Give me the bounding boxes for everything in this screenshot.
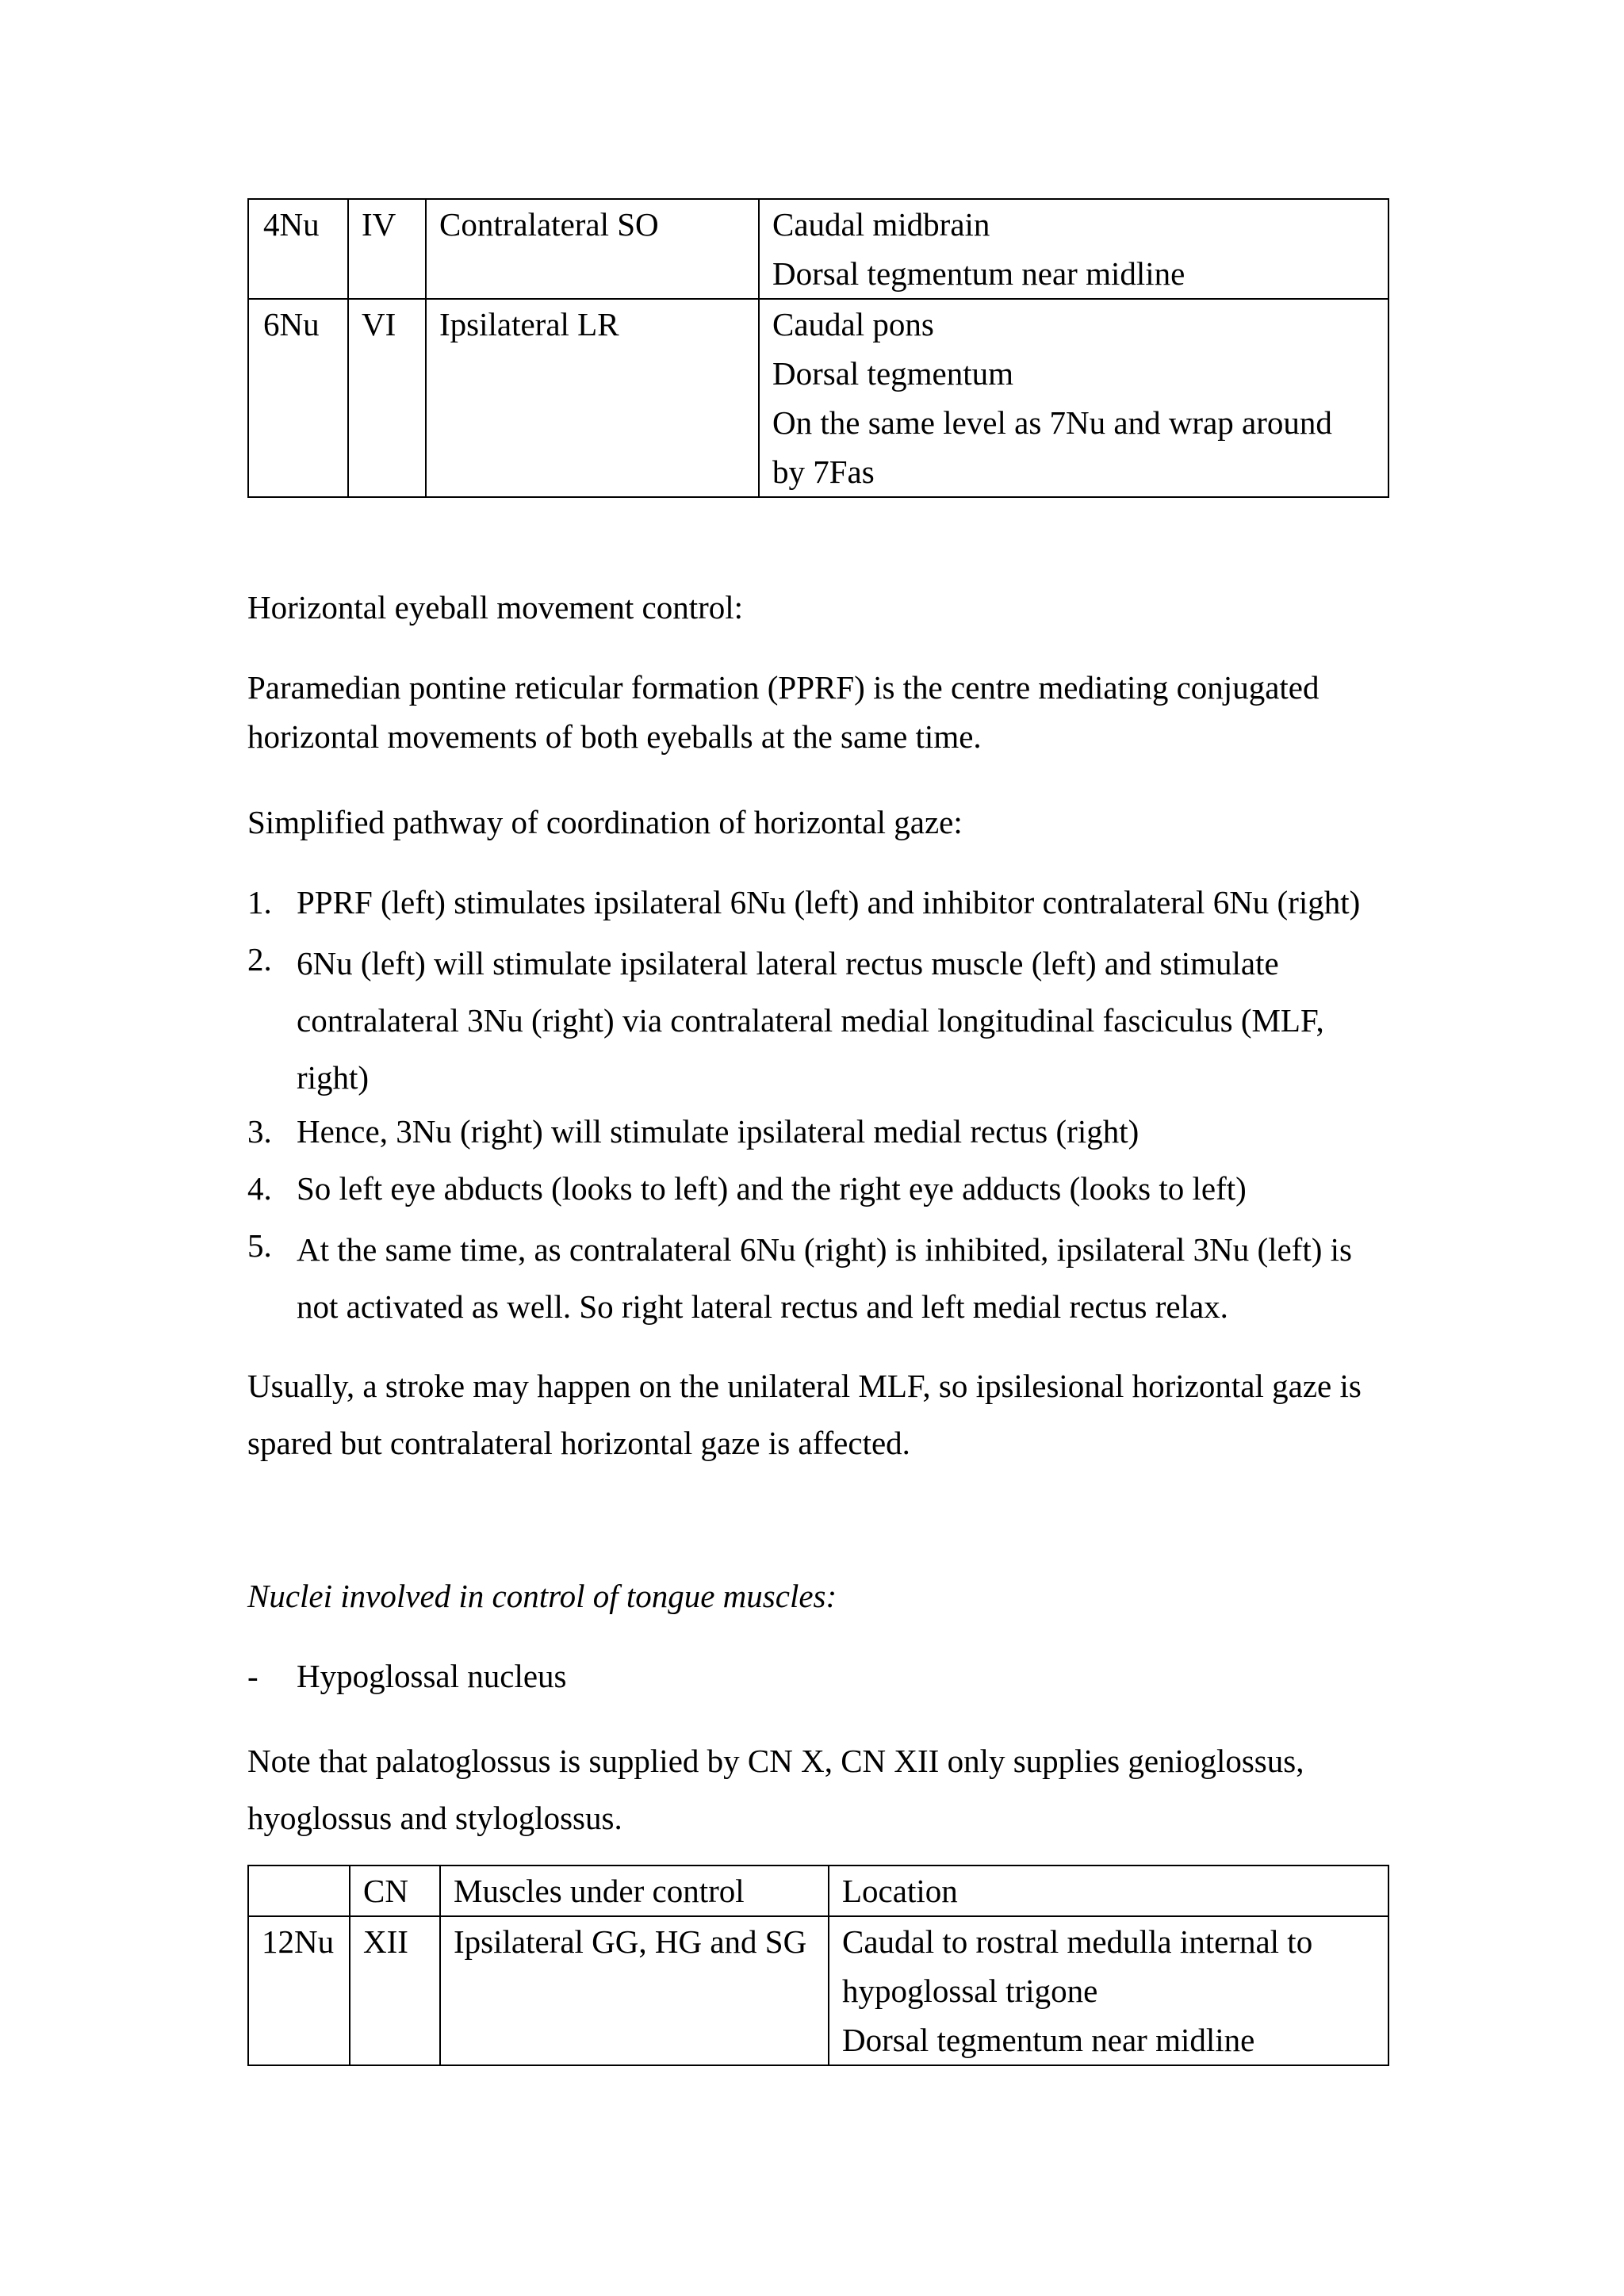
list-text	[297, 878, 1399, 927]
list-line: At the same time, as contralateral 6Nu (right) is inhibited, ipsilateral 3Nu (left) is	[297, 1231, 1352, 1268]
list-line: contralateral 3Nu (right) via contralateral medial longitudinal fasciculus (MLF,	[297, 1002, 1324, 1039]
table-cell-cn: XII	[350, 1916, 440, 2065]
table-row	[248, 299, 1388, 497]
list-line: 6Nu (left) will stimulate ipsilateral lateral rectus muscle (left) and stimulate	[297, 945, 1279, 982]
location-line: by 7Fas	[772, 453, 875, 490]
section-heading-tongue: Nuclei involved in control of tongue muscles:	[247, 1578, 837, 1614]
table-cell-nucleus: 6Nu	[248, 299, 348, 497]
table-header-cell: CN	[350, 1866, 440, 1916]
list-text	[297, 1221, 1399, 1335]
location-line: On the same level as 7Nu and wrap around	[772, 404, 1332, 441]
table-header-cell: Location	[829, 1866, 1388, 1916]
list-number: 1.	[247, 884, 272, 920]
paragraph-line: Note that palatoglossus is supplied by CN X, CN XII only supplies genioglossus,	[247, 1743, 1304, 1779]
list-line: not activated as well. So right lateral rectus and left medial rectus relax.	[297, 1288, 1228, 1325]
location-line: Dorsal tegmentum	[772, 355, 1014, 392]
table-header-cell: Muscles under control	[440, 1866, 829, 1916]
paragraph-line: Usually, a stroke may happen on the unilateral MLF, so ipsilesional horizontal gaze is	[247, 1368, 1362, 1404]
list-number: 3.	[247, 1113, 272, 1150]
paragraph-pathway-intro: Simplified pathway of coordination of horizontal gaze:	[247, 804, 963, 840]
location-line: Caudal pons	[772, 306, 934, 342]
bullet-marker: -	[247, 1658, 259, 1694]
section-heading-horizontal: Horizontal eyeball movement control:	[247, 589, 744, 626]
list-line: Hence, 3Nu (right) will stimulate ipsilateral medial rectus (right)	[297, 1113, 1139, 1150]
cranial-nerve-table-bottom	[247, 1865, 1389, 2066]
paragraph-pprf	[247, 663, 1389, 761]
paragraph-stroke	[247, 1357, 1389, 1471]
paragraph-line: horizontal movements of both eyeballs at the same time.	[247, 718, 982, 755]
table-cell-location	[759, 199, 1388, 299]
paragraph-palatoglossus-note	[247, 1732, 1389, 1846]
location-line: Caudal to rostral medulla internal to	[842, 1923, 1313, 1960]
table-cell-cn: VI	[348, 299, 426, 497]
paragraph-line: spared but contralateral horizontal gaze is affected.	[247, 1425, 910, 1461]
table-cell-location	[759, 299, 1388, 497]
list-line: PPRF (left) stimulates ipsilateral 6Nu (left) and inhibitor contralateral 6Nu (right)	[297, 884, 1361, 920]
list-line: right)	[297, 1059, 370, 1096]
list-number: 4.	[247, 1170, 272, 1207]
table-cell-location	[829, 1916, 1388, 2065]
table-cell-nucleus: 4Nu	[248, 199, 348, 299]
location-line: Dorsal tegmentum near midline	[842, 2022, 1255, 2058]
list-text	[297, 935, 1399, 1106]
list-number: 5.	[247, 1227, 272, 1264]
paragraph-line: Paramedian pontine reticular formation (PPRF) is the centre mediating conjugated	[247, 669, 1320, 706]
cranial-nerve-table-top	[247, 198, 1389, 498]
list-number: 2.	[247, 941, 272, 978]
location-line: Caudal midbrain	[772, 206, 990, 243]
table-row	[248, 1916, 1388, 2065]
table-cell-muscle: Contralateral SO	[426, 199, 759, 299]
table-row	[248, 199, 1388, 299]
location-line: hypoglossal trigone	[842, 1973, 1098, 2009]
table-cell-nucleus: 12Nu	[248, 1916, 350, 2065]
bullet-text: Hypoglossal nucleus	[297, 1658, 567, 1694]
table-header-row	[248, 1866, 1388, 1916]
table-cell-muscle: Ipsilateral LR	[426, 299, 759, 497]
table-header-cell	[248, 1866, 350, 1916]
list-text	[297, 1164, 1399, 1213]
table-cell-muscle: Ipsilateral GG, HG and SG	[440, 1916, 829, 2065]
table-cell-cn: IV	[348, 199, 426, 299]
location-line: Dorsal tegmentum near midline	[772, 255, 1185, 292]
list-line: So left eye abducts (looks to left) and the right eye adducts (looks to left)	[297, 1170, 1247, 1207]
list-text	[297, 1107, 1399, 1156]
paragraph-line: hyoglossus and styloglossus.	[247, 1800, 622, 1836]
